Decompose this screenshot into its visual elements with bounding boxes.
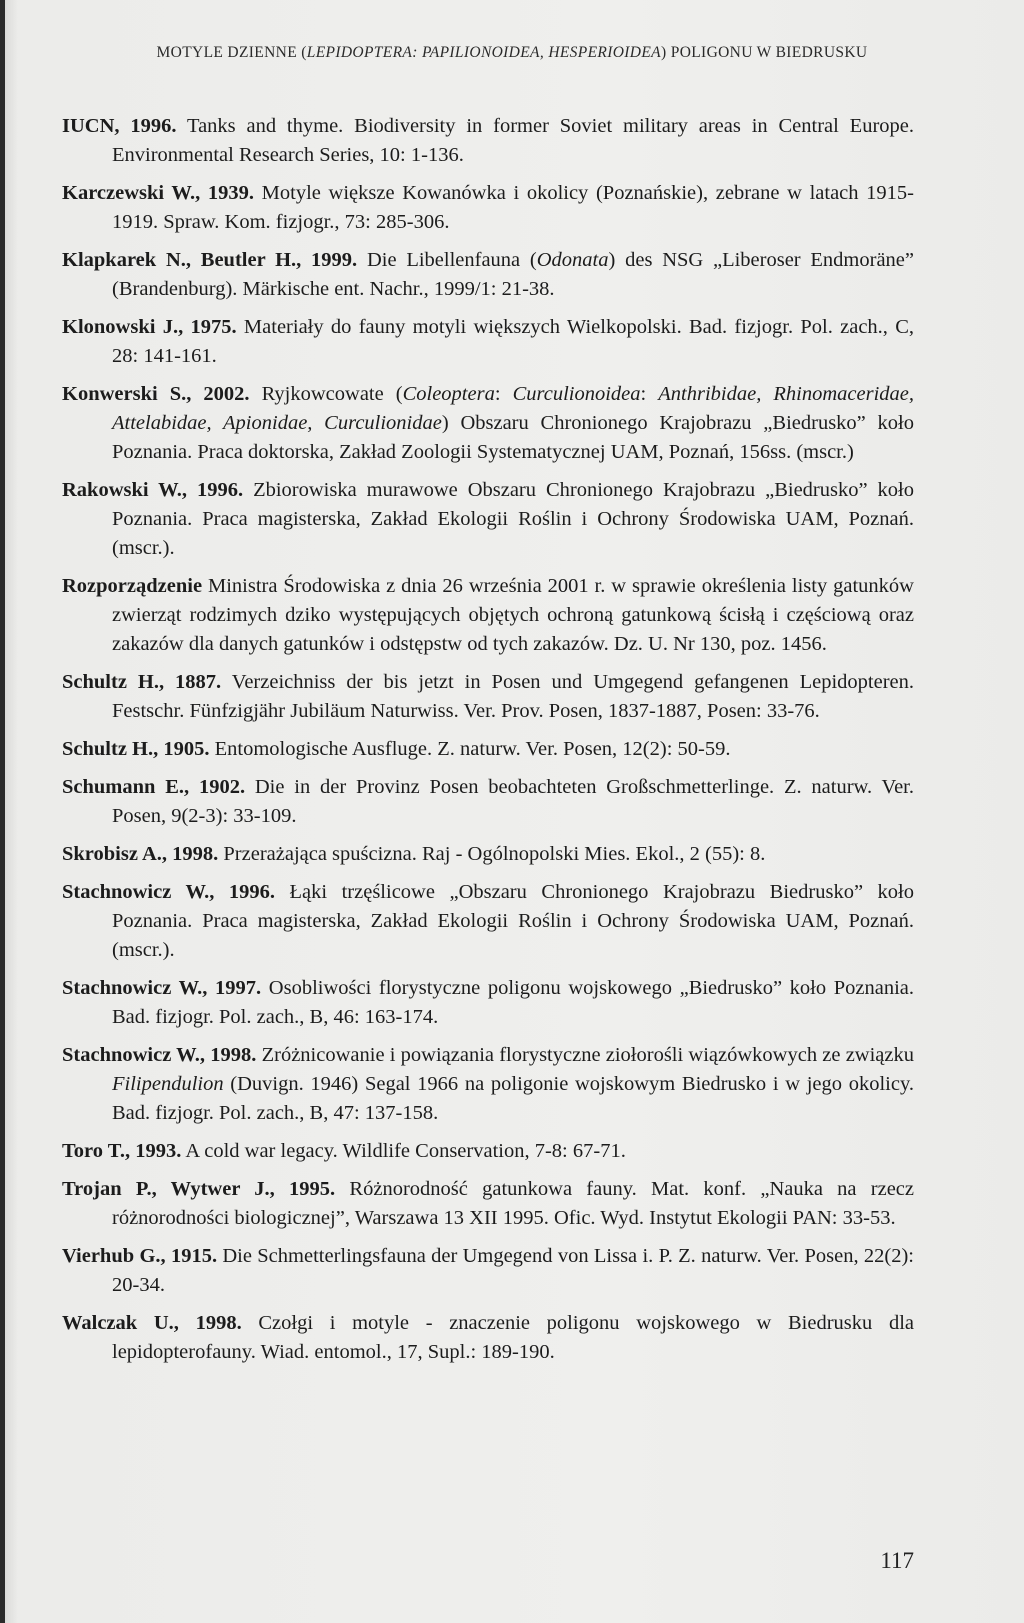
reference-author-year: Walczak U., 1998. [62,1312,242,1334]
reference-author-year: Schultz H., 1905. [62,738,210,760]
reference-author-year: Trojan P., Wytwer J., 1995. [62,1178,336,1200]
reference-author-year: Toro T., 1993. [62,1140,182,1162]
reference-italic-text: Coleoptera [402,383,495,405]
reference-entry [62,476,914,563]
reference-entry [62,668,914,726]
reference-entry [62,380,914,467]
reference-text: Die Libellenfauna ( [357,249,537,271]
reference-italic-text: Odonata [536,249,609,271]
running-header-tail: ) POLIGONU W BIEDRUSKU [660,44,868,61]
reference-entry [62,1242,914,1300]
reference-text: Verzeichniss der bis jetzt in Posen und Umgegend gefangenen Lepidopteren. Festschr. Fünfzigjähr Jubiläum Naturwiss. Ver. Prov. Posen, 1837-1887, Posen: 33-76. [112,671,914,722]
reference-entry [62,878,914,965]
reference-author-year: Stachnowicz W., 1996. [62,881,275,903]
reference-entry [62,112,914,170]
reference-author-year: Konwerski S., 2002. [62,383,250,405]
reference-author-year: Rakowski W., 1996. [62,479,244,501]
reference-entry [62,1309,914,1367]
reference-text: Materiały do fauny motyli większych Wielkopolski. Bad. fizjogr. Pol. zach., C, 28: 141-161. [112,316,915,367]
reference-text: : [640,383,659,405]
reference-author-year: Schultz H., 1887. [62,671,222,693]
reference-author-year: Schumann E., 1902. [62,776,246,798]
reference-text: Łąki trzęślicowe „Obszaru Chronionego Krajobrazu Biedrusko” koło Poznania. Praca magisterska, Zakład Ekologii Roślin i Ochrony Środowiska UAM, Poznań. (mscr.). [112,881,915,961]
reference-entry [62,313,914,371]
reference-author-year: Stachnowicz W., 1998. [62,1044,257,1066]
reference-author-year: Klonowski J., 1975. [62,316,237,338]
reference-italic-text: Anthribidae, Rhinomaceridae, Attelabidae, Apionidae, Curculionidae [112,383,914,434]
reference-list [62,112,914,1376]
reference-text: ) des NSG „Liberoser Endmoräne” (Brandenburg). Märkische ent. Nachr., 1999/1: 21-38. [112,249,914,300]
reference-entry [62,1041,914,1128]
reference-entry [62,840,914,869]
reference-author-year: Skrobisz A., 1998. [62,843,219,865]
reference-entry [62,246,914,304]
reference-author-year: Klapkarek N., Beutler H., 1999. [62,249,358,271]
reference-text: Czołgi i motyle - znaczenie poligonu wojskowego w Biedrusku dla lepidopterofauny. Wiad. entomol., 17, Supl.: 189-190. [112,1312,915,1363]
reference-text: Ryjkowcowate ( [249,383,403,405]
reference-entry [62,1175,914,1233]
reference-text: Przerażająca spuścizna. Raj - Ogólnopolski Mies. Ekol., 2 (55): 8. [218,843,766,865]
reference-author-year: IUCN, 1996. [62,115,177,137]
running-header-taxa: LEPIDOPTERA: PAPILIONOIDEA, HESPERIOIDEA [306,44,661,61]
reference-text: Die Schmetterlingsfauna der Umgegend von Lissa i. P. Z. naturw. Ver. Posen, 22(2): 20-34. [112,1245,914,1296]
reference-author-year: Rozporządzenie [62,575,203,597]
reference-entry [62,1137,914,1166]
reference-text: Osobliwości florystyczne poligonu wojskowego „Biedrusko” koło Poznania. Bad. fizjogr. Pol. zach., B, 46: 163-174. [112,977,915,1028]
reference-entry [62,572,914,659]
reference-entry [62,773,914,831]
reference-text: Die in der Provinz Posen beobachteten Großschmetterlinge. Z. naturw. Ver. Posen, 9(2-3): 33-109. [112,776,914,827]
reference-italic-text: Filipendulion [112,1073,224,1095]
reference-text: (Duvign. 1946) Segal 1966 na poligonie wojskowym Biedrusko i w jego okolicy. Bad. fizjogr. Pol. zach., B, 47: 137-158. [112,1073,914,1124]
reference-author-year: Karczewski W., 1939. [62,182,255,204]
reference-text: Motyle większe Kowanówka i okolicy (Poznańskie), zebrane w latach 1915-1919. Spraw. Kom. fizjogr., 73: 285-306. [112,182,914,233]
running-header [0,44,1024,62]
reference-text: Różnorodność gatunkowa fauny. Mat. konf. „Nauka na rzecz różnorodności biologicznej”, Warszawa 13 XII 1995. Ofic. Wyd. Instytut Ekologii PAN: 33-53. [112,1178,914,1229]
reference-text: Zbiorowiska murawowe Obszaru Chronionego Krajobrazu „Biedrusko” koło Poznania. Praca magisterska, Zakład Ekologii Roślin i Ochrony Środowiska UAM, Poznań. (mscr.). [112,479,914,559]
reference-text: Tanks and thyme. Biodiversity in former Soviet military areas in Central Europe. Environmental Research Series, 10: 1-136. [112,115,914,166]
reference-entry [62,735,914,764]
reference-entry [62,974,914,1032]
running-header-lead: MOTYLE DZIENNE ( [156,44,307,61]
reference-text: Zróżnicowanie i powiązania florystyczne ziołorośli wiązówkowych ze związku [256,1044,914,1066]
book-spine-shadow [0,0,5,1623]
reference-italic-text: Curculionoidea [512,383,641,405]
reference-text: Entomologische Ausfluge. Z. naturw. Ver. Posen, 12(2): 50-59. [209,738,731,760]
reference-entry [62,179,914,237]
reference-text: Ministra Środowiska z dnia 26 września 2001 r. w sprawie określenia listy gatunków zwierząt rodzimych dziko występujących objętych ochroną gatunkową ścisłą i częściową oraz zakazów dla danych gatunków i odstępstw od tych zakazów. Dz. U. Nr 130, poz. 1456. [112,575,914,655]
reference-author-year: Stachnowicz W., 1997. [62,977,262,999]
reference-text: A cold war legacy. Wildlife Conservation, 7-8: 67-71. [181,1140,626,1162]
page-number: 117 [880,1548,914,1573]
reference-text: ) Obszaru Chronionego Krajobrazu „Biedrusko” koło Poznania. Praca doktorska, Zakład Zoologii Systematycznej UAM, Poznań, 156ss. (mscr.) [112,412,914,463]
reference-text: : [494,383,513,405]
reference-author-year: Vierhub G., 1915. [62,1245,218,1267]
